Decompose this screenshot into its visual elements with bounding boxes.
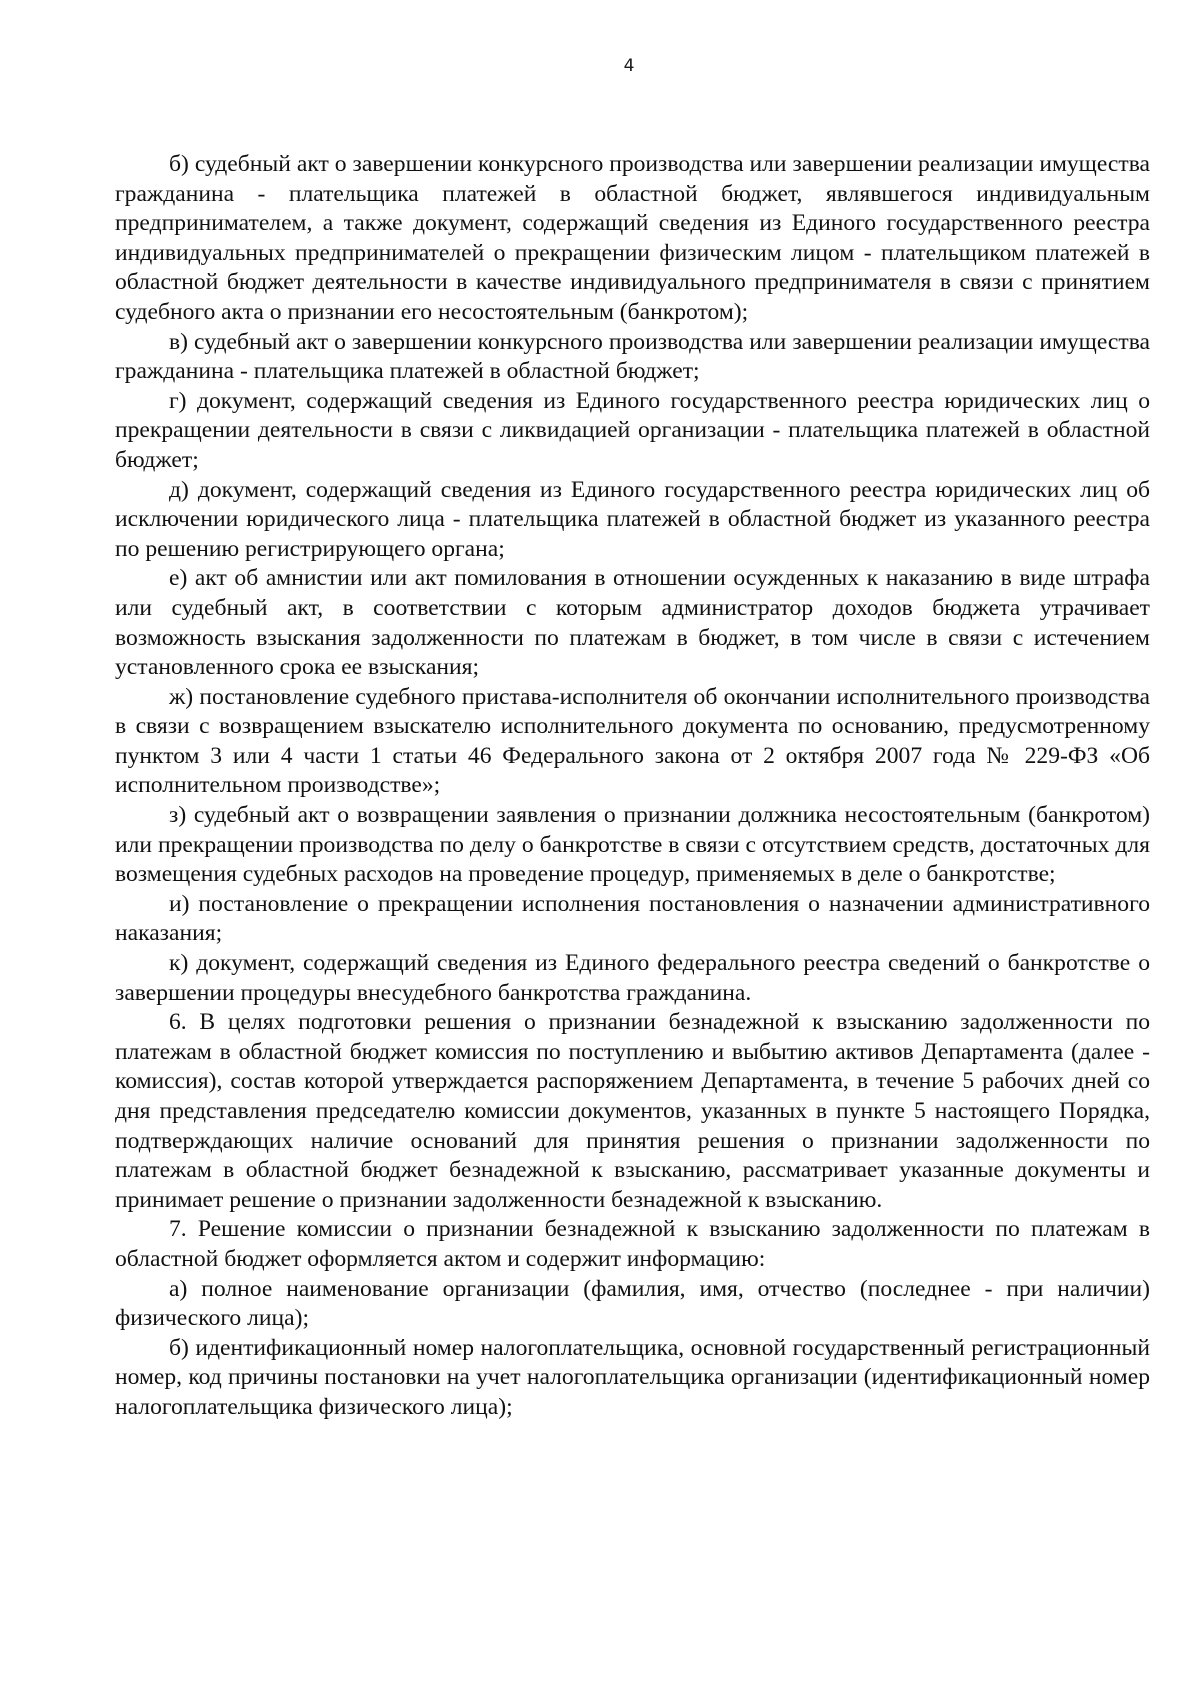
paragraph-zh-bailiff: ж) постановление судебного пристава-исполнителя об окончании исполнительного производства в связи с возвращением взыскателю исполнительного документа по основанию, предусмотренному пунктом 3 или 4 части 1 статьи 46 Федерального закона от 2 октября 2007 года № 229-ФЗ «Об исполнительном производстве»; xyxy=(115,683,1150,799)
paragraph-v-court-act: в) судебный акт о завершении конкурсного производства или завершении реализации имущества гражданина - плательщика платежей в областной бюджет; xyxy=(115,328,1150,385)
paragraph-k-registry: к) документ, содержащий сведения из Единого федерального реестра сведений о банкротстве о завершении процедуры внесудебного банкротства гражданина. xyxy=(115,950,1150,1006)
page-number: 4 xyxy=(623,56,635,76)
paragraph-z-return-application: з) судебный акт о возвращении заявления о признании должника несостоятельным (банкротом) или прекращении производства по делу о банкротстве в связи с отсутствием средств, достаточных для возмещения судебных расходов на проведение процедур, применяемых в деле о банкротстве; xyxy=(115,802,1150,888)
document-body xyxy=(115,150,1150,1423)
paragraph-6-commission: 6. В целях подготовки решения о признании безнадежной к взысканию задолженности по платежам в областной бюджет комиссия по поступлению и выбытию активов Департамента (далее - комиссия), состав которой утверждается распоряжением Департамента, в течение 5 рабочих дней со дня представления председателю комиссии документов, указанных в пункте 5 настоящего Порядка, подтверждающих наличие оснований для принятия решения о признании задолженности по платежам в областной бюджет безнадежной к взысканию, рассматривает указанные документы и принимает решение о признании задолженности безнадежной к взысканию. xyxy=(115,1009,1150,1213)
paragraph-a-organization-name: а) полное наименование организации (фамилия, имя, отчество (последнее - при наличии) физического лица); xyxy=(115,1275,1150,1332)
paragraph-b-bankruptcy-ip: б) судебный акт о завершении конкурсного производства или завершении реализации имущества гражданина - плательщика платежей в областной бюджет, являвшегося индивидуальным предпринимателем, а также документ, содержащий сведения из Единого государственного реестра индивидуальных предпринимателей о прекращении физическим лицом - плательщиком платежей в областной бюджет деятельности в качестве индивидуального предпринимателя в связи с принятием судебного акта о признании его несостоятельным (банкротом); xyxy=(115,151,1150,325)
paragraph-i-termination: и) постановление о прекращении исполнения постановления о назначении административного наказания; xyxy=(115,890,1150,947)
paragraph-g-liquidation: г) документ, содержащий сведения из Единого государственного реестра юридических лиц о прекращении деятельности в связи с ликвидацией организации - плательщика платежей в областной бюджет; xyxy=(115,387,1150,473)
paragraph-e-amnesty: е) акт об амнистии или акт помилования в отношении осужденных к наказанию в виде штрафа или судебный акт, в соответствии с которым администратор доходов бюджета утрачивает возможность взыскания задолженности по платежам в бюджет, в том числе в связи с истечением установленного срока ее взыскания; xyxy=(115,565,1150,681)
paragraph-d-exclusion: д) документ, содержащий сведения из Единого государственного реестра юридических лиц об исключении юридического лица - плательщика платежей в областной бюджет из указанного реестра по решению регистрирующего органа; xyxy=(115,476,1150,562)
paragraph-b-identification-numbers: б) идентификационный номер налогоплательщика, основной государственный регистрационный номер, код причины постановки на учет налогоплательщика организации (идентификационный номер налогоплательщика физического лица); xyxy=(115,1334,1150,1420)
paragraph-7-decision: 7. Решение комиссии о признании безнадежной к взысканию задолженности по платежам в областной бюджет оформляется актом и содержит информацию: xyxy=(115,1216,1150,1272)
